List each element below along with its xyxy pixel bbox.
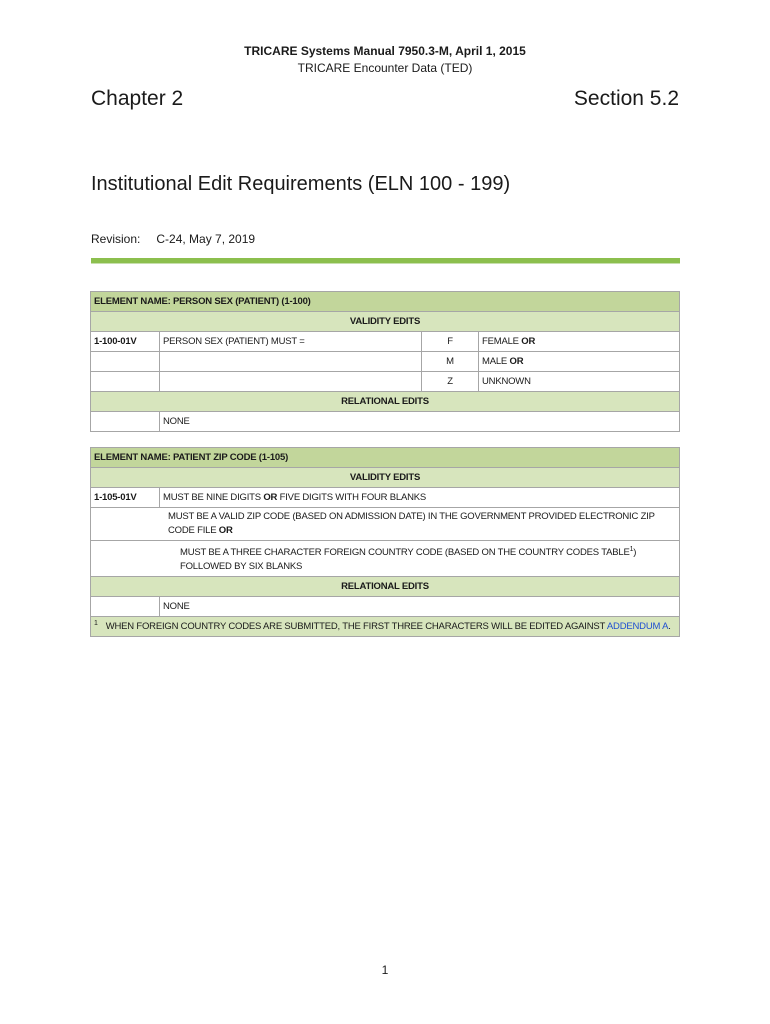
empty-cell <box>160 352 422 372</box>
validity-edits-label: VALIDITY EDITS <box>91 468 680 488</box>
table-row <box>91 412 680 432</box>
empty-cell <box>91 352 160 372</box>
relational-edits-label: RELATIONAL EDITS <box>91 577 680 597</box>
relational-edits-row <box>91 577 680 597</box>
revision-line <box>91 232 255 246</box>
revision-label: Revision: <box>91 232 141 246</box>
relational-edits-row <box>91 392 680 412</box>
edit-rule <box>91 508 680 541</box>
edit-code: 1-105-01V <box>91 488 160 508</box>
edit-code: 1-100-01V <box>91 332 160 352</box>
table-row <box>91 597 680 617</box>
rule-text: MUST BE A THREE CHARACTER FOREIGN COUNTRY CODE (BASED ON THE COUNTRY CODES TABLE <box>180 547 630 559</box>
value-code: F <box>422 332 479 352</box>
edit-rule: PERSON SEX (PATIENT) MUST = <box>160 332 422 352</box>
footnote <box>91 617 680 637</box>
running-header-subtitle: TRICARE Encounter Data (TED) <box>297 61 473 75</box>
or-keyword: OR <box>218 525 233 536</box>
footnote-ref: 1 <box>629 546 634 553</box>
value-desc <box>479 332 680 352</box>
value-code: M <box>422 352 479 372</box>
footnote-text: WHEN FOREIGN COUNTRY CODES ARE SUBMITTED, THE FIRST THREE CHARACTERS WILL BE EDITED AGAINST <box>105 620 607 632</box>
relational-value: NONE <box>160 412 680 432</box>
edit-rule <box>91 541 680 577</box>
page-title: Institutional Edit Requirements (ELN 100 - 199) <box>91 173 511 195</box>
table-row <box>91 508 680 541</box>
element-name-row <box>91 448 680 468</box>
rule-text: ) FOLLOWED BY SIX BLANKS <box>180 547 637 573</box>
value-text: UNKNOWN <box>482 376 531 387</box>
footnote-row <box>91 617 680 637</box>
empty-cell <box>91 412 160 432</box>
table-row <box>91 332 680 352</box>
element-name-row <box>91 292 680 312</box>
or-keyword: OR <box>263 492 278 503</box>
or-keyword: OR <box>509 356 524 367</box>
table-row <box>91 352 680 372</box>
rule-text: MUST BE A VALID ZIP CODE (BASED ON ADMISSION DATE) IN THE GOVERNMENT PROVIDED ELECTRONIC ZIP CODE FILE <box>168 511 655 536</box>
element-name: ELEMENT NAME: PERSON SEX (PATIENT) (1-100) <box>91 292 680 312</box>
footnote-end: . <box>668 620 671 632</box>
table-row <box>91 488 680 508</box>
rule-text: FIVE DIGITS WITH FOUR BLANKS <box>277 492 427 503</box>
table-row <box>91 372 680 392</box>
table-row <box>91 541 680 577</box>
value-code: Z <box>422 372 479 392</box>
chapter-label: Chapter 2 <box>91 87 184 110</box>
value-text: FEMALE <box>482 336 519 347</box>
value-desc <box>479 352 680 372</box>
edit-rule <box>160 488 680 508</box>
revision-value: C-24, May 7, 2019 <box>156 232 256 246</box>
page-number: 1 <box>381 963 389 977</box>
empty-cell <box>160 372 422 392</box>
patient-zip-edit-table <box>90 447 680 637</box>
or-keyword: OR <box>521 336 536 347</box>
validity-edits-row <box>91 312 680 332</box>
empty-cell <box>91 597 160 617</box>
validity-edits-label: VALIDITY EDITS <box>91 312 680 332</box>
value-desc <box>479 372 680 392</box>
empty-cell <box>91 372 160 392</box>
relational-edits-label: RELATIONAL EDITS <box>91 392 680 412</box>
running-header-title: TRICARE Systems Manual 7950.3-M, April 1, 2015 <box>244 44 526 58</box>
relational-value: NONE <box>160 597 680 617</box>
value-text: MALE <box>482 356 508 367</box>
person-sex-edit-table <box>90 291 680 432</box>
section-divider <box>91 258 680 264</box>
validity-edits-row <box>91 468 680 488</box>
footnote-mark: 1 <box>94 619 98 627</box>
section-label: Section 5.2 <box>573 87 679 110</box>
rule-text: MUST BE NINE DIGITS <box>163 492 264 503</box>
element-name: ELEMENT NAME: PATIENT ZIP CODE (1-105) <box>91 448 680 468</box>
addendum-a-link[interactable]: ADDENDUM A <box>606 620 669 632</box>
